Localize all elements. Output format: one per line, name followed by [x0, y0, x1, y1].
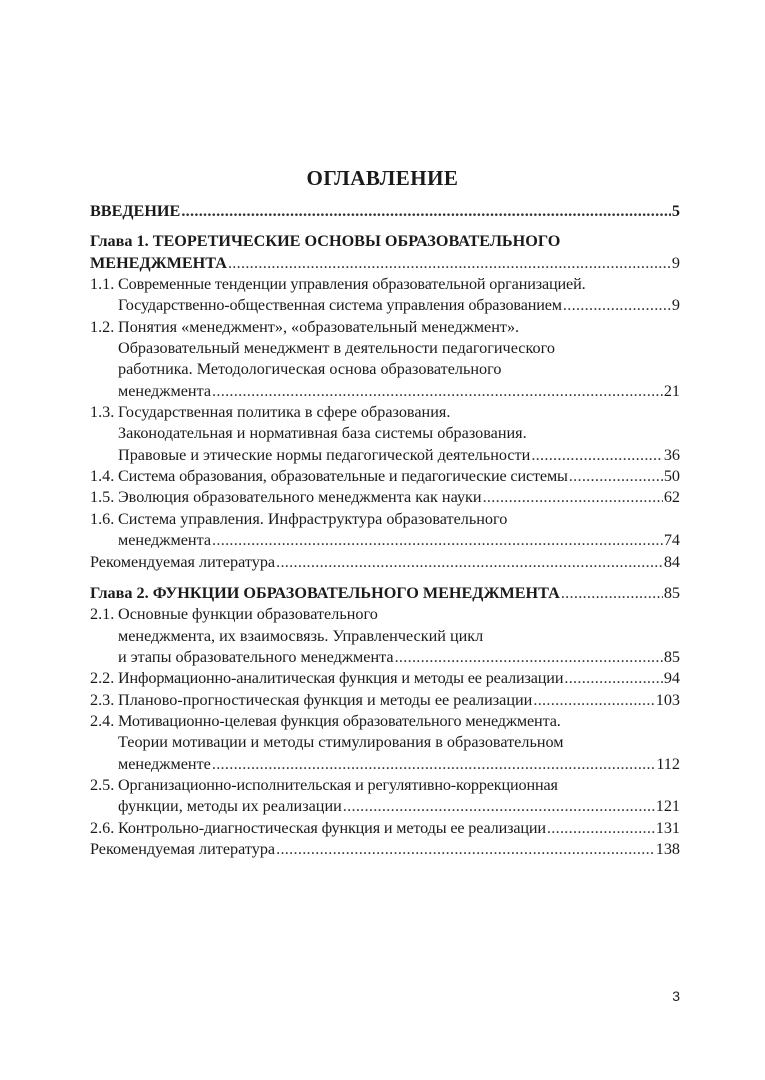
- section-number: 1.2.: [90, 317, 115, 336]
- entry-title: Современные тенденции управления образовательной организацией.: [118, 275, 586, 294]
- toc-entry-intro[interactable]: [90, 201, 680, 222]
- entry-title: Рекомендуемая литература: [90, 552, 276, 571]
- chapter-heading[interactable]: [90, 583, 680, 604]
- dot-leader: [212, 530, 663, 551]
- entry-title: Образовательный менеджмент в деятельности педагогического: [118, 339, 555, 358]
- entry-title: менеджмента: [118, 531, 212, 550]
- entry-title: менеджмента: [118, 381, 212, 400]
- entry-page: 74: [663, 531, 680, 550]
- toc-entry-continuation[interactable]: [90, 445, 680, 466]
- section-number: 2.4.: [90, 711, 115, 730]
- dot-leader: [276, 839, 655, 860]
- dot-leader: [547, 818, 655, 839]
- chapter-title: МЕНЕДЖМЕНТА: [90, 253, 227, 272]
- entry-title: Планово-прогностическая функция и методы ее реализации: [118, 690, 533, 709]
- entry-title: ВВЕДЕНИЕ: [90, 202, 181, 220]
- toc-entry[interactable]: [90, 775, 680, 796]
- entry-title: менеджменте: [118, 754, 211, 773]
- dot-leader: [483, 487, 663, 508]
- dot-leader: [228, 253, 671, 274]
- entry-page: 9: [671, 296, 680, 315]
- toc-entry[interactable]: [90, 487, 680, 508]
- entry-title: Теории мотивации и методы стимулирования в образовательном: [118, 733, 564, 752]
- dot-leader: [395, 647, 663, 668]
- section-number: 2.2.: [90, 669, 115, 688]
- toc-entry[interactable]: [90, 274, 680, 295]
- toc-entry-continuation[interactable]: [90, 295, 680, 316]
- toc-entry-literature[interactable]: [90, 839, 680, 860]
- toc-entry-continuation[interactable]: [90, 732, 680, 753]
- toc-entry-literature[interactable]: [90, 552, 680, 573]
- toc-entry[interactable]: [90, 509, 680, 530]
- dot-leader: [531, 445, 663, 466]
- entry-title: Система образования, образовательные и педагогические системы: [118, 467, 568, 486]
- toc-entry[interactable]: [90, 402, 680, 423]
- entry-title: Контрольно-диагностическая функция и методы ее реализации: [118, 818, 546, 837]
- entry-title: Государственно-общественная система управления образованием: [118, 296, 562, 315]
- dot-leader: [563, 295, 671, 316]
- section-number: 1.4.: [90, 467, 115, 486]
- section-number: 1.1.: [90, 275, 115, 294]
- section-number: 2.1.: [90, 605, 115, 624]
- toc-entry[interactable]: [90, 466, 680, 487]
- entry-page: 85: [663, 583, 680, 602]
- toc-entry-continuation[interactable]: [90, 530, 680, 551]
- toc-entry[interactable]: [90, 818, 680, 839]
- entry-title: Система управления. Инфраструктура образовательного: [118, 509, 508, 528]
- entry-title: менеджмента, их взаимосвязь. Управленческий цикл: [118, 626, 484, 645]
- toc-entry-continuation[interactable]: [90, 423, 680, 444]
- page-title: ОГЛАВЛЕНИЕ: [306, 166, 459, 190]
- dot-leader: [561, 583, 663, 604]
- entry-page: 112: [656, 754, 680, 773]
- dot-leader: [212, 381, 663, 402]
- entry-title: Эволюция образовательного менеджмента как науки: [118, 488, 482, 507]
- entry-title: Информационно-аналитическая функция и методы ее реализации: [118, 669, 564, 688]
- toc-entry-continuation[interactable]: [90, 796, 680, 817]
- entry-page: 5: [671, 202, 680, 220]
- entry-page: 50: [663, 467, 680, 486]
- toc-entry[interactable]: [90, 690, 680, 711]
- toc-entry-continuation[interactable]: [90, 338, 680, 359]
- entry-title: Организационно-исполнительская и регулятивно-коррекционная: [118, 775, 558, 794]
- dot-leader: [276, 552, 663, 573]
- toc-entry[interactable]: [90, 668, 680, 689]
- entry-page: 121: [655, 797, 680, 816]
- entry-title: функции, методы их реализации: [118, 797, 342, 816]
- section-number: 1.6.: [90, 509, 115, 528]
- entry-page: 138: [655, 839, 680, 858]
- entry-title: Понятия «менеджмент», «образовательный менеджмент».: [118, 317, 520, 336]
- toc-entry[interactable]: [90, 604, 680, 625]
- entry-page: 36: [663, 445, 680, 464]
- dot-leader: [569, 466, 663, 487]
- entry-page: 131: [655, 818, 680, 837]
- entry-title: Мотивационно-целевая функция образовательного менеджмента.: [118, 711, 561, 730]
- chapter-title: Глава 1. ТЕОРЕТИЧЕСКИЕ ОСНОВЫ ОБРАЗОВАТЕЛЬНОГО: [90, 232, 561, 251]
- section-number: 1.5.: [90, 488, 115, 507]
- dot-leader: [564, 668, 662, 689]
- section-number: 2.5.: [90, 775, 115, 794]
- chapter-heading-continuation[interactable]: [90, 253, 680, 274]
- entry-title: Правовые и этические нормы педагогической деятельности: [118, 445, 531, 464]
- dot-leader: [212, 754, 655, 775]
- entry-page: 62: [663, 488, 680, 507]
- entry-page: 9: [671, 253, 680, 272]
- section-number: 2.3.: [90, 690, 115, 709]
- dot-leader: [181, 201, 671, 222]
- entry-page: 85: [663, 647, 680, 666]
- chapter-title: Глава 2. ФУНКЦИИ ОБРАЗОВАТЕЛЬНОГО МЕНЕДЖМЕНТА: [90, 583, 560, 602]
- toc-entry-continuation[interactable]: [90, 381, 680, 402]
- entry-title: Рекомендуемая литература: [90, 839, 276, 858]
- entry-title: Государственная политика в сфере образования.: [118, 403, 451, 422]
- entry-page: 21: [663, 381, 680, 400]
- entry-title: Основные функции образовательного: [118, 605, 378, 624]
- toc-entry-continuation[interactable]: [90, 647, 680, 668]
- chapter-heading[interactable]: [90, 231, 680, 252]
- entry-title: работника. Методологическая основа образовательного: [118, 360, 502, 379]
- dot-leader: [533, 690, 654, 711]
- dot-leader: [343, 796, 655, 817]
- toc-entry[interactable]: [90, 317, 680, 338]
- entry-title: Законодательная и нормативная база системы образования.: [118, 424, 527, 443]
- entry-page: 84: [663, 552, 680, 571]
- table-of-contents: [90, 201, 680, 860]
- toc-entry-continuation[interactable]: [90, 754, 680, 775]
- section-number: 1.3.: [90, 403, 115, 422]
- entry-page: 103: [655, 690, 680, 709]
- page-number: 3: [672, 988, 680, 1004]
- entry-page: 94: [663, 669, 680, 688]
- toc-entry[interactable]: [90, 711, 680, 732]
- toc-entry-continuation[interactable]: [90, 359, 680, 380]
- toc-entry-continuation[interactable]: [90, 626, 680, 647]
- section-number: 2.6.: [90, 818, 115, 837]
- entry-title: и этапы образовательного менеджмента: [118, 647, 394, 666]
